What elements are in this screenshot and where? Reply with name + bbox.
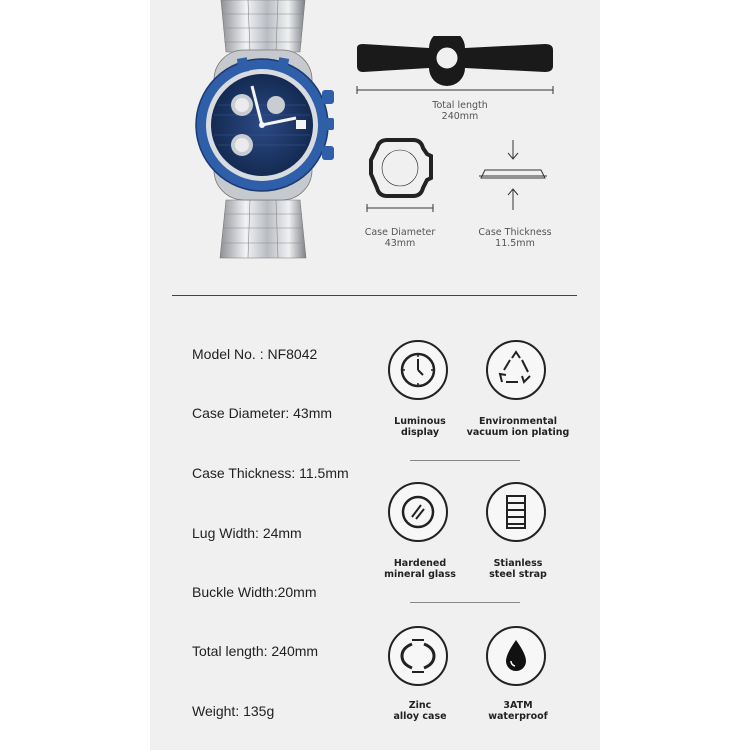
waterproof-feature-label xyxy=(458,700,578,722)
luminous-feature-icon xyxy=(388,340,448,400)
ion-plating-line2: vacuum ion plating xyxy=(466,427,570,438)
waterproof-line1: 3ATM xyxy=(503,700,533,711)
ion-plating-feature-label xyxy=(458,416,578,438)
case-thickness-diagram xyxy=(475,138,555,214)
case-thickness-title: Case Thickness xyxy=(478,227,552,238)
strap-diagram xyxy=(355,36,565,100)
feature-divider-1 xyxy=(410,460,520,461)
spec-case-thickness: Case Thickness: 11.5mm xyxy=(192,465,349,481)
glass-line1: Hardened xyxy=(393,558,447,569)
luminous-line2: display xyxy=(400,427,440,438)
glass-line2: mineral glass xyxy=(384,569,456,580)
ion-plating-line1: Environmental xyxy=(479,416,557,427)
section-divider xyxy=(172,295,577,296)
case-thickness-label xyxy=(465,227,565,249)
recycle-icon xyxy=(488,342,544,398)
case-icon xyxy=(390,628,446,684)
total-length-title: Total length xyxy=(432,100,488,111)
ion-plating-feature-icon xyxy=(486,340,546,400)
spec-model-no: Model No. : NF8042 xyxy=(192,346,318,362)
watch-image xyxy=(188,0,348,285)
case-thickness-value: 11.5mm xyxy=(495,238,535,249)
total-length-value: 240mm xyxy=(441,111,479,122)
luminous-line1: Luminous xyxy=(394,416,446,427)
case-line1: Zinc xyxy=(408,700,432,711)
case-diameter-diagram xyxy=(365,132,435,212)
clock-icon xyxy=(390,342,446,398)
spec-lug-width: Lug Width: 24mm xyxy=(192,525,302,541)
case-diameter-label xyxy=(350,227,450,249)
spec-buckle-width: Buckle Width:20mm xyxy=(192,584,317,600)
case-diameter-value: 43mm xyxy=(384,238,416,249)
case-line2: alloy case xyxy=(393,711,447,722)
spec-weight: Weight: 135g xyxy=(192,703,275,719)
spec-case-diameter: Case Diameter: 43mm xyxy=(192,405,333,421)
glass-icon xyxy=(390,484,446,540)
glass-feature-icon xyxy=(388,482,448,542)
strap-feature-label xyxy=(458,558,578,580)
strap-line2: steel strap xyxy=(489,569,547,580)
waterproof-feature-icon xyxy=(486,626,546,686)
water-drop-icon xyxy=(488,628,544,684)
strap-feature-icon xyxy=(486,482,546,542)
feature-divider-2 xyxy=(410,602,520,603)
case-feature-icon xyxy=(388,626,448,686)
strap-line1: Stianless xyxy=(493,558,543,569)
strap-icon xyxy=(488,484,544,540)
waterproof-line2: waterproof xyxy=(488,711,548,722)
case-diameter-title: Case Diameter xyxy=(364,227,436,238)
spec-total-length: Total length: 240mm xyxy=(192,643,319,659)
total-length-label xyxy=(410,100,510,122)
